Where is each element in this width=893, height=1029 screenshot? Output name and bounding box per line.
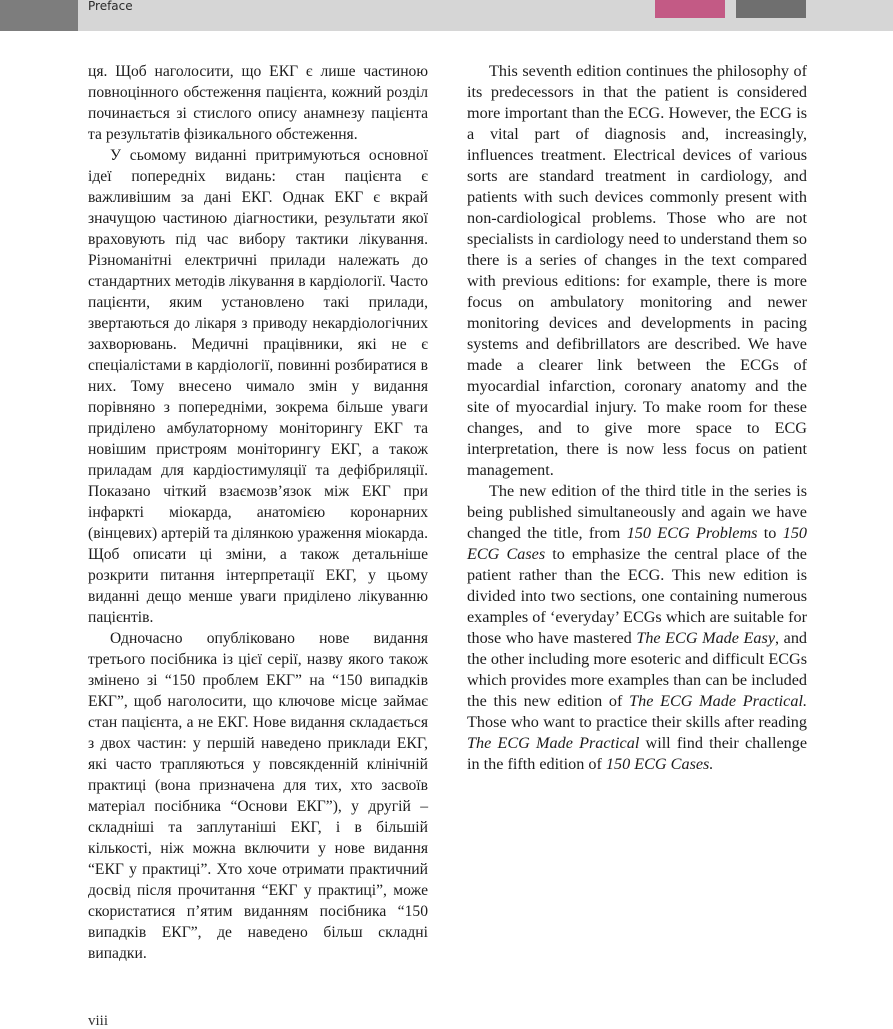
header-pink-tab: [655, 0, 725, 18]
p2-text-2: to: [757, 524, 783, 542]
p2-title-150-ecg-cases-2: 150 ECG Cases.: [605, 755, 714, 773]
p2-title-150-ecg-problems: 150 ECG Problems: [626, 524, 758, 542]
p2-text-4: , and the other including more esoteric and difficult ECGs which provides more examples than can be included the this new edition of: [467, 629, 808, 710]
header-gray-tab: [736, 0, 806, 18]
p2-text-1: The new edition of the third title in the series is being published simultaneously and again we have changed the title, from: [467, 482, 807, 542]
header-left-block: [0, 0, 78, 31]
english-paragraph-2: [467, 481, 807, 775]
p2-title-ecg-made-easy: The ECG Made Easy: [636, 629, 776, 647]
p2-text-6: will find their challenge in the fifth edition of: [467, 734, 807, 773]
p2-text-5: Those who want to practice their skills after reading: [467, 713, 807, 731]
p2-title-150-ecg-cases: 150 ECG Cases: [467, 524, 807, 563]
ukrainian-paragraph-2: У сьомому виданні притримуються основної ідеї попередніх видань: стан пацієнта є важливішим за дані ЕКГ. Однак ЕКГ є вкрай значущою частиною діагностики, результати якої враховують під час вибору тактики лікування. Різноманітні електричні прилади належать до стандартних методів лікування в кардіології. Часто пацієнти, яким установлено такі прилади, звертаються до лікаря з приводу некардіологічних захворювань. Медичні працівники, які не є спеціалістами в кардіології, повинні розбиратися в них. Тому внесено чимало змін у видання порівняно з попередніми, зокрема більше уваги приділено амбулаторному моніторингу ЕКГ та новішим пристроям моніторингу ЕКГ, а також приладам для кардіостимуляції та дефібриляції. Показано чіткий взаємозв’язок між ЕКГ при інфаркті міокарда, анатомією коронарних (вінцевих) артерій та ділянкою ураження міокарда. Щоб описати ці зміни, а також детальніше розкрити питання інтерпретації ЕКГ, у цьому виданні дещо менше уваги приділено лікуванню пацієнтів.: [88, 147, 429, 626]
running-header-title: Preface: [88, 0, 133, 13]
p2-text-3: to emphasize the central place of the patient rather than the ECG. This new edition is divided into two sections, one containing numerous examples of ‘everyday’ ECGs which are suitable for those who have mastered: [467, 545, 807, 647]
ukrainian-paragraph-1: ця. Щоб наголосити, що ЕКГ є лише частиною повноцінного обстеження пацієнта, кожний розділ починається зі стислого опису анамнезу пацієнта та результатів фізикального обстеження.: [88, 63, 428, 143]
running-header-bar: [0, 0, 893, 31]
p2-title-ecg-made-practical: The ECG Made Practical.: [629, 692, 807, 710]
english-text-column: [467, 61, 807, 775]
ukrainian-paragraph-3: Одночасно опубліковано нове видання третього посібника із цієї серії, назву якого також змінено зі “150 проблем ЕКГ” на “150 випадків ЕКГ”, щоб наголосити, що ключове місце займає стан пацієнта, а не ЕКГ. Нове видання складається з двох частин: у першій наведено приклади ЕКГ, які часто трапляються у повсякденній клінічній практиці (вона призначена для тих, хто засвоїв матеріал посібника “Основи ЕКГ”), у другій – складніші та заплутаніші ЕКГ, і в більшій кількості, ніж можна включити у нове видання “ЕКГ у практиці”. Хто хоче отримати практичний досвід після прочитання “ЕКГ у практиці”, може скористатися п’ятим виданням посібника “150 випадків ЕКГ”, де наведено більш складні випадки.: [88, 630, 428, 962]
p2-title-ecg-made-practical-2: The ECG Made Practical: [467, 734, 640, 752]
ukrainian-text-column: [88, 61, 428, 964]
page-number: viii: [88, 1013, 109, 1029]
english-paragraph-1: This seventh edition continues the philosophy of its predecessors in that the patient is considered more important than the ECG. However, the ECG is a vital part of diagnosis and, increasingly, influences treatment. Electrical devices of various sorts are standard treatment in cardiology, and patients with such devices commonly present with non-cardiological problems. Those who are not specialists in cardiology need to understand them so there is a series of changes in the text compared with previous editions: for example, there is more focus on ambulatory monitoring and newer monitoring devices and developments in pacing systems and defibrillators are described. We have made a clearer link between the ECGs of myocardial infarction, coronary anatomy and the site of myocardial injury. To make room for these changes, and to give more space to ECG interpretation, there is now less focus on patient management.: [467, 62, 807, 479]
